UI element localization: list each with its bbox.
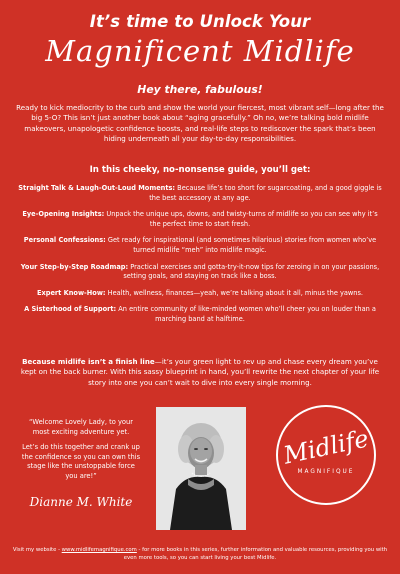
quote-line-1: “Welcome Lovely Lady, to your most exciting adventure yet. [28,418,134,436]
feature-title: Eye-Opening Insights: [22,210,105,219]
feature-text: Get ready for inspirational (and sometimes hilarious) stories from women who’ve turned midlife “meh” into midlife magic. [105,236,377,255]
feature-title: Personal Confessions: [23,236,106,245]
feature-list [18,184,382,331]
feature-title: A Sisterhood of Support: [24,305,117,314]
greeting: Hey there, fabulous! [137,83,263,96]
intro-paragraph: Ready to kick mediocrity to the curb and show the world your fiercest, most vibrant self—long after the big 5-O? This isn’t just another book about “aging gracefully.” Oh no, we’re talking bold midlife makeovers, unapologetic confidence boosts, and real-life steps to rediscover the spark that’s been hiding underneath all your day-to-day responsibilities. [16,103,384,144]
feature-title: Expert Know-How: [36,288,106,297]
logo-subtext: MAGNIFIQUE [297,469,355,475]
author-signature: Dianne M. White [29,495,133,509]
footer-suffix: - for more books in this series, further information and valuable resources, providing you with even more tools, so you can start living your best Midlife. [123,547,388,561]
headline: It’s time to Unlock Your [89,12,311,31]
closing-bold: Because midlife isn’t a finish line [22,357,155,366]
feature-text: Because life’s too short for sugarcoating, and a good giggle is the best accessory at any age. [149,184,382,202]
closing-text: —it’s your green light to rev up and chase every dream you’ve kept on the back burner. With this sassy blueprint in hand, you’ll rewrite the next chapter of your life story into one you can’t wait to dive into every single morning. [20,357,380,387]
author-photo [156,407,246,530]
website-link[interactable]: www.midlifemagnifique.com [61,547,137,553]
feature-item [18,263,382,283]
feature-text: Unpack the unique ups, downs, and twisty-turns of midlife so you can see why it’s the perfect time to start fresh. [104,210,378,228]
feature-item [18,305,382,325]
feature-item [18,184,382,204]
feature-text: Practical exercises and gotta-try-it-now tips for zeroing in on your passions, setting goals, and staying on track like a boss. [123,262,380,281]
logo-script-text: Midlife [280,424,372,470]
script-title: Magnificent Midlife [45,34,355,68]
feature-item [18,236,382,256]
feature-title: Straight Talk & Laugh-Out-Loud Moments: [18,184,176,192]
quote-line-2: Let’s do this together and crank up the confidence so you can own this stage like the unstoppable force you are!” [21,443,141,480]
midlife-magnifique-logo [276,405,376,505]
feature-item [18,289,382,299]
feature-text: Health, wellness, finances—yeah, we’re talking about it all, minus the yawns. [105,288,364,297]
feature-text: An entire community of like-minded women who’ll cheer you on louder than a marching band at halftime. [116,305,376,323]
footer-prefix: Visit my website - [12,547,62,553]
closing-paragraph [14,357,386,388]
footer [10,547,390,562]
author-portrait-image [156,407,246,530]
guide-heading: In this cheeky, no-nonsense guide, you’ll get: [89,165,311,175]
feature-item [18,210,382,230]
author-quote [20,418,142,488]
feature-title: Your Step-by-Step Roadmap: [20,262,129,271]
